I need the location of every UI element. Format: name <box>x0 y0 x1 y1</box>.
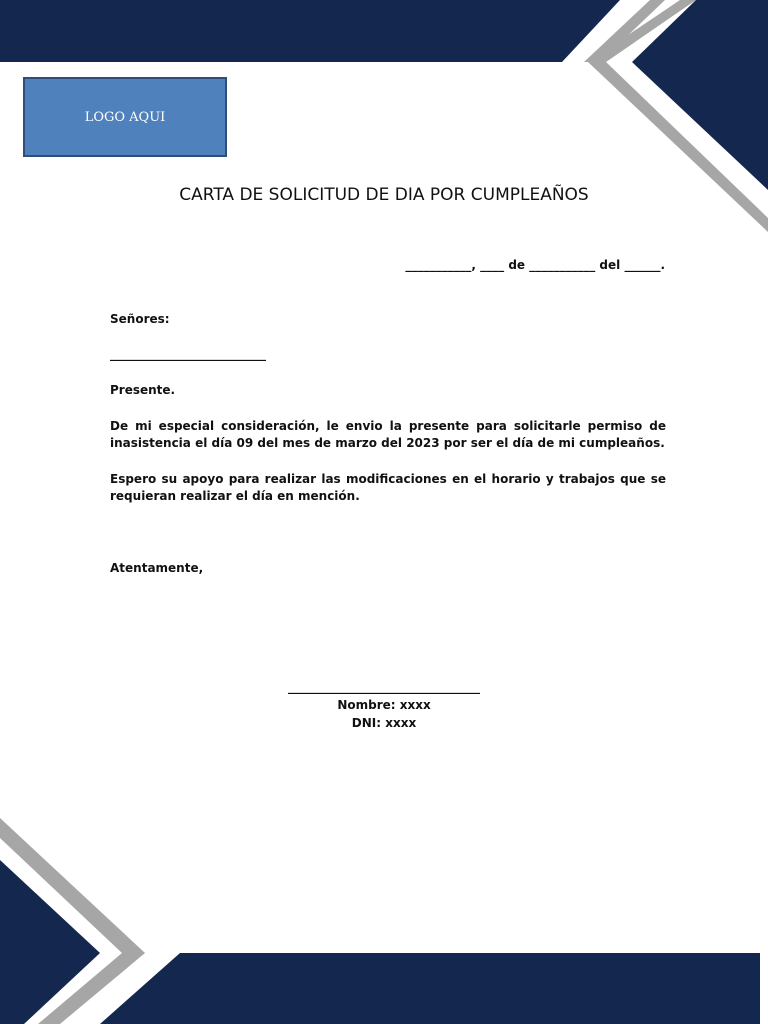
bottom-navy-band <box>100 953 760 1024</box>
signature-line: ________________________________ <box>288 680 480 694</box>
top-navy-band <box>0 0 620 62</box>
paragraph-request: De mi especial consideración, le envio la presente para solicitarle permiso de inasistencia el día 09 del mes de marzo del 2023 por ser el día de mi cumpleaños. <box>110 419 666 450</box>
recipient-blank-line: __________________________ <box>110 347 266 361</box>
presente-line: Presente. <box>110 383 176 397</box>
signer-name: Nombre: xxxx <box>337 698 431 712</box>
closing: Atentamente, <box>110 561 204 575</box>
logo-placeholder-text: LOGO AQUI <box>84 109 166 125</box>
document-title: CARTA DE SOLICITUD DE DIA POR CUMPLEAÑOS <box>179 185 589 205</box>
signer-dni: DNI: xxxx <box>351 716 417 730</box>
paragraph-support: Espero su apoyo para realizar las modificaciones en el horario y trabajos que se requieran realizar el día en mención. <box>110 472 666 503</box>
date-line: ___________, ____ de ___________ del ______. <box>405 258 665 272</box>
signature-block <box>0 678 768 732</box>
logo-placeholder <box>23 77 227 157</box>
salutation: Señores: <box>110 312 170 326</box>
